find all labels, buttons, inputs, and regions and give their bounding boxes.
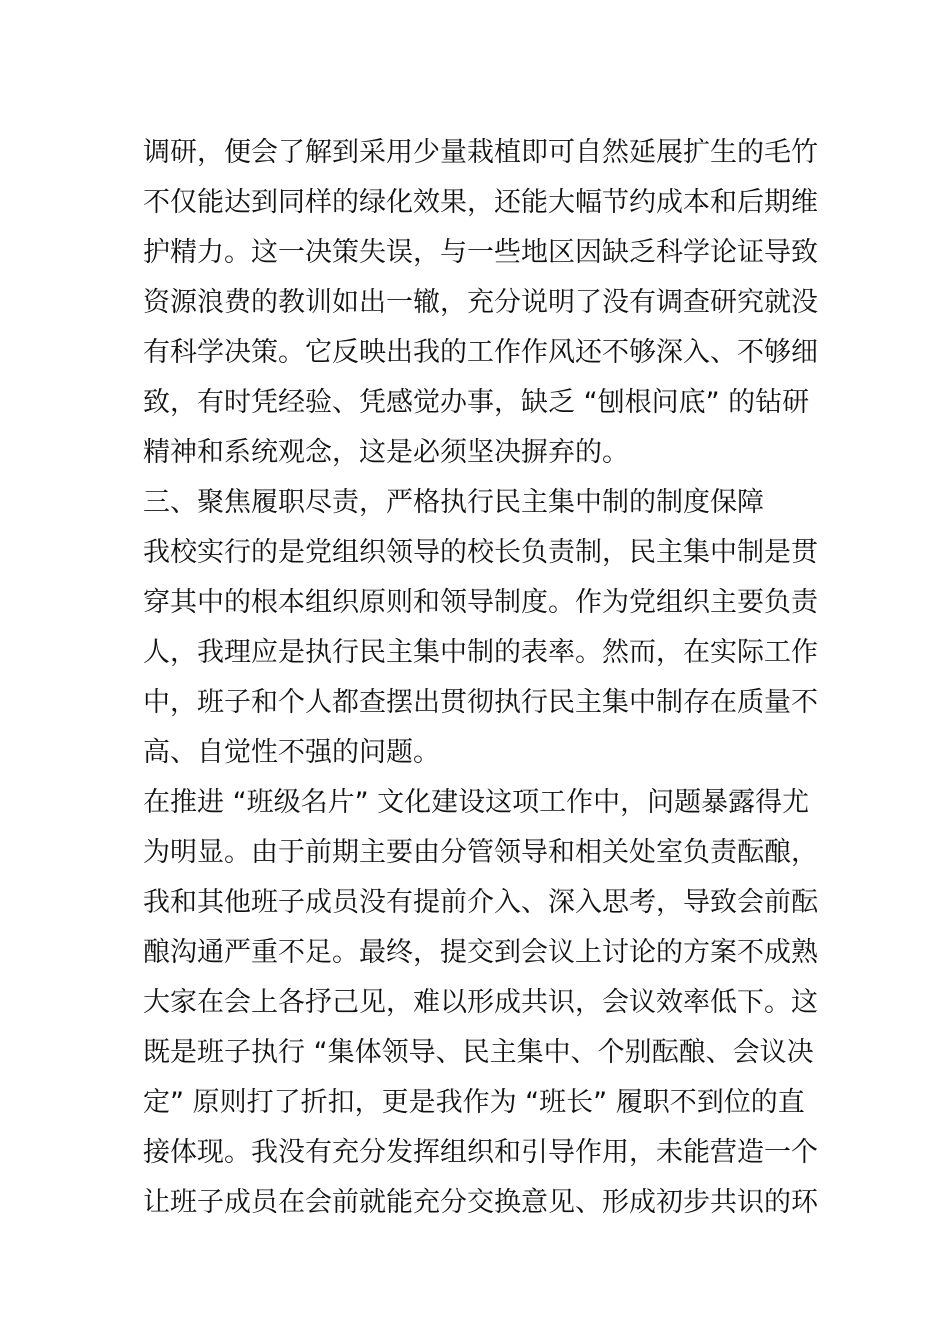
text-line: 酿沟通严重不足。最终，提交到会议上讨论的方案不成熟 bbox=[143, 937, 818, 968]
text-line: 资源浪费的教训如出一辙，充分说明了没有调查研究就没 bbox=[143, 287, 818, 318]
text-line: 有科学决策。它反映出我的工作作风还不够深入、不够细 bbox=[143, 337, 818, 368]
text-line: 穿其中的根本组织原则和领导制度。作为党组织主要负责 bbox=[143, 587, 818, 618]
text-line: 我和其他班子成员没有提前介入、深入思考，导致会前酝 bbox=[143, 887, 818, 918]
text-line: 护精力。这一决策失误，与一些地区因缺乏科学论证导致 bbox=[143, 237, 818, 268]
text-line: 调研，便会了解到采用少量栽植即可自然延展扩生的毛竹 bbox=[143, 137, 818, 168]
text-line: 致，有时凭经验、凭感觉办事，缺乏 “刨根问底” 的钻研 bbox=[143, 387, 810, 418]
text-line: 精神和系统观念，这是必须坚决摒弃的。 bbox=[143, 437, 629, 468]
text-line: 我校实行的是党组织领导的校长负责制，民主集中制是贯 bbox=[143, 537, 818, 568]
section-heading: 三、聚焦履职尽责，严格执行民主集中制的制度保障 bbox=[143, 487, 764, 518]
document-body bbox=[143, 128, 818, 1228]
text-line: 人，我理应是执行民主集中制的表率。然而，在实际工作 bbox=[143, 637, 818, 668]
text-line: 定” 原则打了折扣，更是我作为 “班长” 履职不到位的直 bbox=[143, 1087, 805, 1118]
text-line: 中，班子和个人都查摆出贯彻执行民主集中制存在质量不 bbox=[143, 687, 818, 718]
text-line: 不仅能达到同样的绿化效果，还能大幅节约成本和后期维 bbox=[143, 187, 818, 218]
text-line: 高、自觉性不强的问题。 bbox=[143, 737, 440, 768]
text-line: 为明显。由于前期主要由分管领导和相关处室负责酝酿， bbox=[143, 837, 818, 868]
text-line: 大家在会上各抒己见，难以形成共识，会议效率低下。这 bbox=[143, 987, 818, 1018]
text-line: 让班子成员在会前就能充分交换意见、形成初步共识的环 bbox=[143, 1187, 818, 1218]
text-line: 接体现。我没有充分发挥组织和引导作用，未能营造一个 bbox=[143, 1137, 818, 1168]
text-line: 在推进 “班级名片” 文化建设这项工作中，问题暴露得尤 bbox=[143, 787, 810, 818]
text-line: 既是班子执行 “集体领导、民主集中、个别酝酿、会议决 bbox=[143, 1037, 814, 1068]
